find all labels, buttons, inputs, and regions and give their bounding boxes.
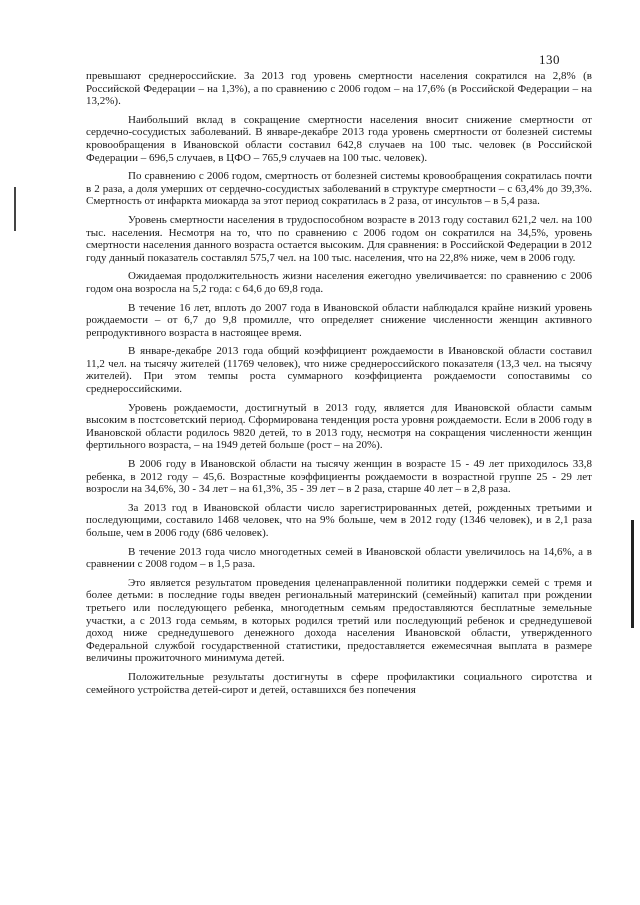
paragraph: В 2006 году в Ивановской области на тысячу женщин в возрасте 15 - 49 лет приходилось 33,8 ребенка, в 2012 году – 45,6. Возрастные коэффициенты рождаемости в возрастной группе 25 - 29 лет возросли на 34,6%, 30 - 34 лет – на 61,3%, 35 - 39 лет – в 2 раза, старше 40 лет – в 2,8 раза. xyxy=(86,458,592,496)
body-text xyxy=(86,70,592,702)
paragraph: превышают среднероссийские. За 2013 год уровень смертности населения сократился на 2,8% (в Российской Федерации – на 1,3%), а по сравнению с 2006 годом – на 17,6% (в Российской Федерации – на 13,2%). xyxy=(86,70,592,108)
paragraph: В течение 16 лет, вплоть до 2007 года в Ивановской области наблюдался крайне низкий уровень рождаемости – от 6,7 до 9,8 промилле, что определяет снижение численности женщин активного репродуктивного возраста в настоящее время. xyxy=(86,301,592,339)
paragraph: По сравнению с 2006 годом, смертность от болезней системы кровообращения сократилась почти в 2 раза, а доля умерших от сердечно-сосудистых заболеваний в структуре смертности – с 63,4% до 39,3%. Смертность от инфаркта миокарда за этот период сократилась в 2 раза, от инсультов – в 5,4 раза. xyxy=(86,170,592,208)
paragraph: Уровень рождаемости, достигнутый в 2013 году, является для Ивановской области самым высоким в постсоветский период. Сформирована тенденция роста уровня рождаемости. Если в 2006 году в Ивановской области родилось 9820 детей, то в 2013 году, несмотря на сокращения численности женщин фертильного возраста, – на 1949 детей больше (рост – на 20%). xyxy=(86,401,592,452)
paragraph: Наибольший вклад в сокращение смертности населения вносит снижение смертности от сердечно-сосудистых заболеваний. В январе-декабре 2013 года уровень смертности от болезней системы кровообращения в Ивановской области составил 642,8 случаев на 100 тыс. человек (в Российской Федерации – 696,5 случаев, в ЦФО – 765,9 случаев на 100 тыс. человек). xyxy=(86,113,592,164)
paragraph: В январе-декабре 2013 года общий коэффициент рождаемости в Ивановской области составил 11,2 чел. на тысячу жителей (11769 человек), что ниже среднероссийского показателя (13,3 чел. на тысячу жителей). При этом темпы роста суммарного коэффициента рождаемости сопоставимы со среднероссийскими. xyxy=(86,345,592,396)
scan-edge-shadow xyxy=(631,520,634,628)
paragraph: Положительные результаты достигнуты в сфере профилактики социального сиротства и семейного устройства детей-сирот и детей, оставшихся без попечения xyxy=(86,670,592,696)
paragraph: Уровень смертности населения в трудоспособном возрасте в 2013 году составил 621,2 чел. на 100 тыс. населения. Несмотря на то, что по сравнению с 2006 годом он сократился на 34,5%, уровень смертности населения данного возраста остается высоким. Для сравнения: в Российской Федерации в 2012 году данный показатель составлял 575,7 чел. на 100 тыс. населения, что на 22,8% ниже, чем в 2006 году. xyxy=(86,213,592,264)
paragraph: За 2013 год в Ивановской области число зарегистрированных детей, рожденных третьими и последующими, составило 1468 человек, что на 9% больше, чем в 2012 году (1346 человек), и в 2,1 раза больше, чем в 2006 году (686 человек). xyxy=(86,501,592,539)
paragraph: В течение 2013 года число многодетных семей в Ивановской области увеличилось на 14,6%, а в сравнении с 2008 годом – в 1,5 раза. xyxy=(86,545,592,571)
page-number: 130 xyxy=(539,52,560,67)
paragraph: Ожидаемая продолжительность жизни населения ежегодно увеличивается: по сравнению с 2006 годом она возросла на 5,2 года: с 64,6 до 69,8 года. xyxy=(86,270,592,295)
margin-mark xyxy=(14,187,16,231)
paragraph: Это является результатом проведения целенаправленной политики поддержки семей с тремя и более детьми: в последние годы введен региональный материнский (семейный) капитал при рождении третьего или последующего ребенка, многодетным семьям предоставляются бесплатные земельные участки, а с 2013 года семьям, в которых родился третий или последующий ребенок и среднедушевой доход ниже среднедушевого денежного дохода населения Ивановской области, утвержденного Федеральной службой государственной статистики, предоставляется ежемесячная выплата в размере величины прожиточного минимума детей. xyxy=(86,576,592,665)
